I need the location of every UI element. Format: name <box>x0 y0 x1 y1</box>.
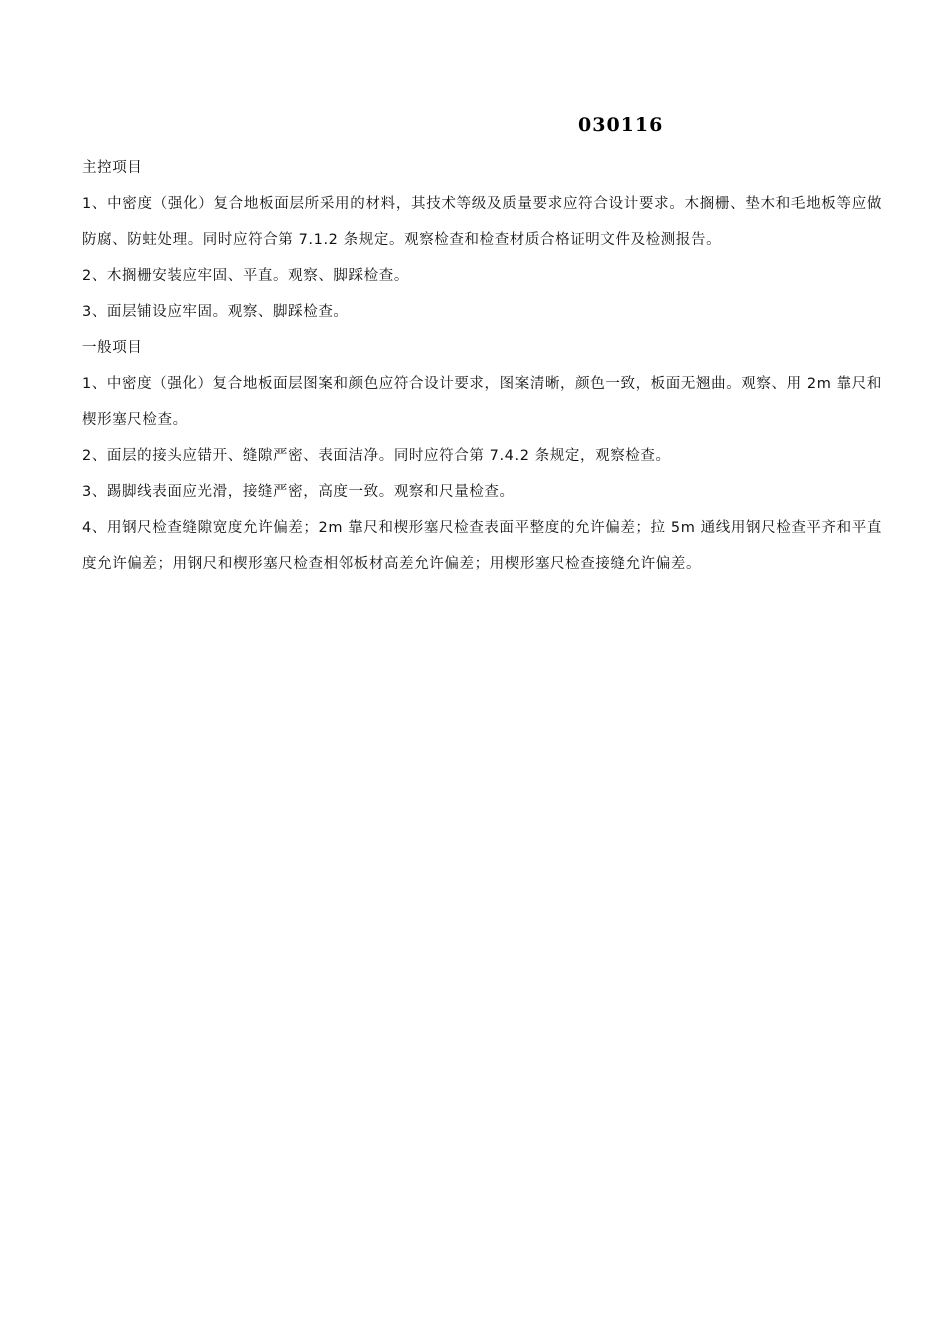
general-heading: 一般项目 <box>82 340 143 356</box>
main-item-3: 3、面层铺设应牢固。观察、脚踩检查。 <box>82 304 349 320</box>
document-body <box>82 150 882 582</box>
general-item-2: 2、面层的接头应错开、缝隙严密、表面洁净。同时应符合第 7.4.2 条规定，观察检查。 <box>82 448 671 464</box>
general-item-3: 3、踢脚线表面应光滑，接缝严密，高度一致。观察和尺量检查。 <box>82 484 515 500</box>
document-code: 030116 <box>578 114 664 136</box>
general-item-4: 4、用钢尺检查缝隙宽度允许偏差；2m 靠尺和楔形塞尺检查表面平整度的允许偏差；拉 5m 通线用钢尺检查平齐和平直度允许偏差；用钢尺和楔形塞尺检查相邻板材高差允许偏差；用楔形塞尺检查接缝允许偏差。 <box>82 520 882 572</box>
main-control-heading: 主控项目 <box>82 160 143 176</box>
general-item-1: 1、中密度（强化）复合地板面层图案和颜色应符合设计要求，图案清晰，颜色一致，板面无翘曲。观察、用 2m 靠尺和楔形塞尺检查。 <box>82 376 882 428</box>
main-item-1: 1、中密度（强化）复合地板面层所采用的材料，其技术等级及质量要求应符合设计要求。木搁栅、垫木和毛地板等应做防腐、防蛀处理。同时应符合第 7.1.2 条规定。观察检查和检查材质合格证明文件及检测报告。 <box>82 196 882 248</box>
main-item-2: 2、木搁栅安装应牢固、平直。观察、脚踩检查。 <box>82 268 409 284</box>
